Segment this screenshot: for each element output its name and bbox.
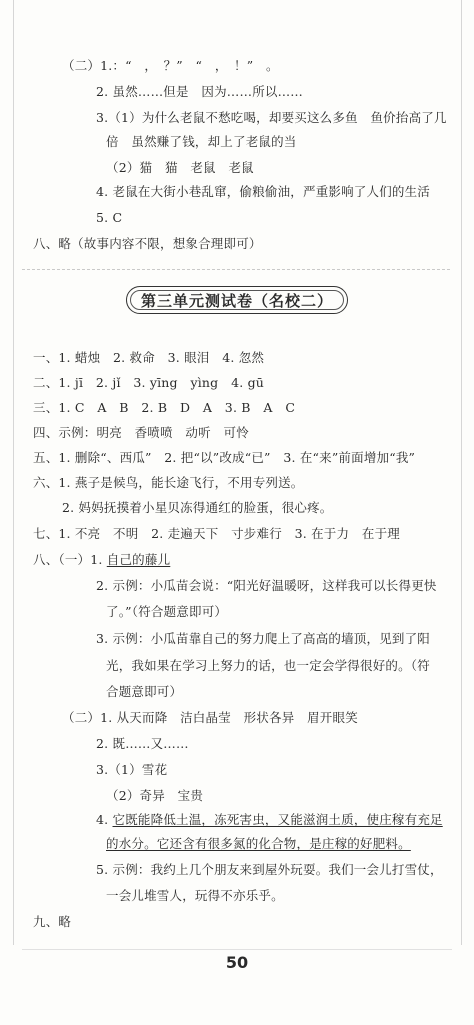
answer-line: 3.（1）雪花 <box>96 762 168 777</box>
answer-line: （二）1.：“ ， ？” “ ， ！” 。 <box>62 58 279 73</box>
section-divider <box>22 269 450 270</box>
section-title-text: 第三单元测试卷（名校二） <box>140 291 333 310</box>
section-title <box>126 286 348 314</box>
answer-line: 七、1. 不亮 不明 2. 走遍天下 寸步难行 3. 在于力 在于理 <box>33 526 401 541</box>
page-right-rule <box>461 0 462 945</box>
answer-line: 2. 虽然……但是 因为……所以…… <box>96 84 304 99</box>
underlined-answer: 的水分。它还含有很多氮的化合物，是庄稼的好肥料。 <box>106 836 411 851</box>
answer-line: 光，我如果在学习上努力的话，也一定会学得很好的。（符 <box>106 658 430 673</box>
answer-line: 2. 示例：小瓜苗会说：“阳光好温暖呀，这样我可以长得更快 <box>96 578 437 593</box>
page-left-rule <box>13 0 14 945</box>
answer-line: 五、1. 删除“、西瓜” 2. 把“以”改成“已” 3. 在“来”前面增加“我” <box>33 450 416 465</box>
answer-line: 三、1. C A B 2. B D A 3. B A C <box>33 400 296 415</box>
underlined-answer: 它既能降低土温，冻死害虫，又能滋润土质，使庄稼有充足 <box>112 812 443 827</box>
answer-line: （二）1. 从天而降 洁白晶莹 形状各异 眉开眼笑 <box>62 710 358 725</box>
underlined-answer: 自己的藤儿 <box>106 552 171 567</box>
answer-prefix: 八、（一）1. <box>33 552 103 567</box>
answer-line <box>96 812 443 828</box>
answer-line: 倍 虽然赚了钱，却上了老鼠的当 <box>106 134 297 149</box>
answer-prefix: 4. <box>96 812 109 827</box>
answer-line: 二、1. jī 2. jǐ 3. yīng yìng 4. gū <box>33 375 265 390</box>
answer-line: 5. C <box>96 210 123 225</box>
answer-line: 了。”（符合题意即可） <box>106 604 228 619</box>
answer-line: 一会儿堆雪人，玩得不亦乐乎。 <box>106 888 284 903</box>
answer-line: 八、略（故事内容不限，想象合理即可） <box>33 236 262 251</box>
answer-line: 2. 既……又…… <box>96 736 189 751</box>
answer-line: 六、1. 燕子是候鸟，能长途飞行，不用专列送。 <box>33 475 304 490</box>
answer-line: 4. 老鼠在大街小巷乱窜，偷粮偷油，严重影响了人们的生活 <box>96 184 431 199</box>
answer-line: 一、1. 蜡烛 2. 救命 3. 眼泪 4. 忽然 <box>33 350 265 365</box>
answer-line: 2. 妈妈抚摸着小星贝冻得通红的脸蛋，很心疼。 <box>62 500 333 515</box>
page-number: 50 <box>225 953 249 972</box>
answer-line <box>33 552 170 568</box>
answer-line: 九、略 <box>33 914 72 929</box>
footer-rule <box>22 949 452 950</box>
answer-line: 3.（1）为什么老鼠不愁吃喝，却要买这么多鱼 鱼价抬高了几 <box>96 110 447 125</box>
answer-line: （2）奇异 宝贵 <box>106 788 204 803</box>
answer-line: 3. 示例：小瓜苗靠自己的努力爬上了高高的墙顶，见到了阳 <box>96 631 431 646</box>
answer-line: 5. 示例：我约上几个朋友来到屋外玩耍。我们一会儿打雪仗， <box>96 862 443 877</box>
answer-line: 合题意即可） <box>106 684 183 699</box>
answer-line: （2）猫 猫 老鼠 老鼠 <box>106 160 254 175</box>
answer-line: 四、示例：明亮 香喷喷 动听 可怜 <box>33 425 249 440</box>
